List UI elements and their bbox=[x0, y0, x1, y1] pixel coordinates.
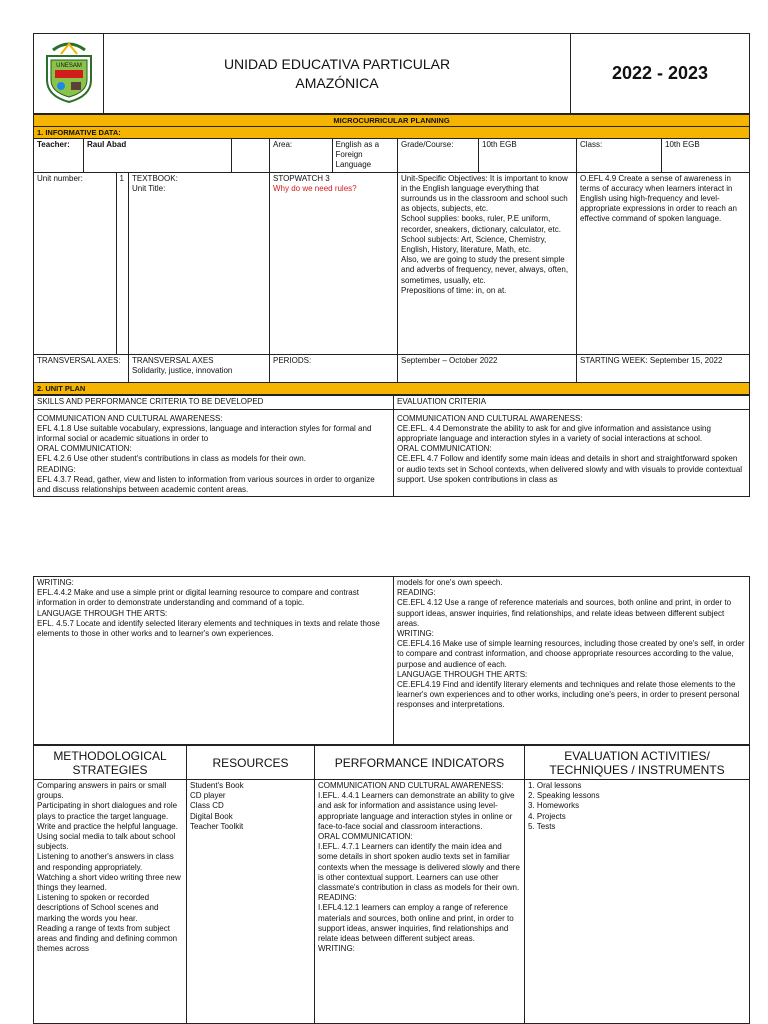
indicator-item: COMMUNICATION AND CULTURAL AWARENESS: bbox=[318, 781, 504, 790]
col-strategies-header: METHODOLOGICAL STRATEGIES bbox=[34, 746, 187, 780]
resource-item: CD player bbox=[190, 791, 226, 801]
objective-item: Also, we are going to study the present simple and adverbs of frequency, never, always, often, sometimes, usually, etc. bbox=[401, 255, 569, 285]
objective-item: Unit-Specific Objectives: It is important to know in the English language everything that surrounds us in the classroom and school such as objects, subjects, etc. bbox=[401, 173, 568, 214]
indicator-item: I.EFL. 4.7.1 Learners can identify the main idea and some details in short spoken audio texts set in familiar contexts when the message is delivered slowly and there is other contextual support. Learners can use other classmate's contribution in class as models for their own. bbox=[318, 842, 520, 893]
eval-cell-p1 bbox=[394, 409, 750, 497]
strategy-item: Write and practice the helpful language. bbox=[37, 821, 178, 831]
indicator-item: ORAL COMMUNICATION: bbox=[318, 832, 413, 842]
resource-item: Teacher Toolkit bbox=[190, 821, 244, 831]
section2-title: 2. UNIT PLAN bbox=[34, 382, 750, 394]
oefl-cell bbox=[577, 172, 750, 354]
strategy-item: Using social media to talk about school subjects. bbox=[37, 832, 176, 852]
transversal-value: Solidarity, justice, innovation bbox=[132, 365, 233, 375]
periods-label: PERIODS: bbox=[270, 354, 398, 382]
eval-cell-p2 bbox=[394, 577, 750, 745]
strategy-item: Listening to another's answers in class and responding appropriately. bbox=[37, 852, 174, 872]
evaluation-item: 3. Homeworks bbox=[528, 801, 580, 811]
evaluation-item: 1. Oral lessons bbox=[528, 781, 582, 790]
school-name-line2: AMAZÓNICA bbox=[295, 74, 379, 91]
transversal-cell bbox=[129, 354, 270, 382]
textbook-cell bbox=[129, 172, 270, 354]
indicator-item: I.EFL4.12.1 learners can employ a range of reference materials and sources, both online and print, in order to support ideas, answer inquiries, find relationships and relate ideas between different subject areas. bbox=[318, 903, 514, 944]
transversal-header: TRANSVERSAL AXES bbox=[132, 355, 214, 365]
eval-header: EVALUATION CRITERIA bbox=[394, 395, 750, 409]
informative-table bbox=[33, 114, 750, 395]
teacher-value: Raul Abad bbox=[84, 139, 232, 173]
unit-title-value: Why do we need rules? bbox=[273, 183, 357, 193]
col-resources-header: RESOURCES bbox=[187, 746, 315, 780]
page-2 bbox=[33, 576, 749, 1024]
eval-line: models for one's own speech. bbox=[397, 578, 503, 587]
resource-item: Student's Book bbox=[190, 781, 244, 790]
dates-value: September – October 2022 bbox=[398, 354, 577, 382]
resource-item: Digital Book bbox=[190, 811, 233, 821]
skills-line: EFL 4.3.7 Read, gather, view and listen to information from various sources in order to organize and discuss relationships between academic content areas. bbox=[37, 474, 375, 495]
eval-line: CE.EFL 4.7 Follow and identify some main ideas and details in short and straightforward spoken or audio texts set in School contexts, when delivered slowly and with visuals to provide contextual support. Use spoken contributions in class as bbox=[397, 454, 743, 484]
textbook-value: STOPWATCH 3 bbox=[273, 173, 330, 183]
eval-line: CE.EFL4.19 Find and identify literary elements and techniques and relate those elements to the learner's own experiences and to other works, including one's peers, in order to present personal responses and interpretations. bbox=[397, 680, 740, 710]
resources-cell bbox=[187, 780, 315, 1024]
grade-value: 10th EGB bbox=[479, 139, 577, 173]
school-year-cell bbox=[571, 34, 750, 114]
skills-line: COMMUNICATION AND CULTURAL AWARENESS: bbox=[37, 413, 223, 423]
oefl-text: O.EFL 4.9 Create a sense of awareness in terms of accuracy when learners interact in English using high-frequency and level-appropriate expressions in order to reach an effective command of spoken language. bbox=[580, 173, 737, 224]
class-value: 10th EGB bbox=[662, 139, 750, 173]
skills-line: READING: bbox=[37, 464, 76, 474]
skills-cell-p2 bbox=[34, 577, 394, 745]
area-value: English as a Foreign Language bbox=[335, 140, 380, 170]
skills-line: EFL 4.2.6 Use other student's contributions in class as models for their own. bbox=[37, 454, 306, 464]
strategy-item: Comparing answers in pairs or small groups. bbox=[37, 781, 167, 801]
school-year: 2022 - 2023 bbox=[611, 63, 709, 84]
evaluation-cell bbox=[525, 780, 750, 1024]
evaluation-item: 4. Projects bbox=[528, 811, 566, 821]
evaluation-item: 5. Tests bbox=[528, 821, 556, 831]
strategies-table bbox=[33, 745, 750, 1024]
resource-item: Class CD bbox=[190, 801, 224, 811]
school-name-cell bbox=[104, 34, 571, 114]
grade-label: Grade/Course: bbox=[398, 139, 479, 173]
page-1 bbox=[33, 33, 749, 510]
skills-line: LANGUAGE THROUGH THE ARTS: bbox=[37, 608, 168, 618]
area-label: Area: bbox=[270, 139, 332, 172]
textbook-value-cell bbox=[270, 172, 398, 354]
skills-line: EFL. 4.5.7 Locate and identify selected literary elements and techniques in texts and relate those elements to those in other works and to learner's own experiences. bbox=[37, 618, 380, 639]
eval-line: CE.EFL4.16 Make use of simple learning resources, including those created by one's self, in order to compare and contrast information, and choose appropriate resources according to the value, purpose and audience of each. bbox=[397, 639, 745, 669]
skills-line: EFL.4.4.2 Make and use a simple print or digital learning resource to compare and contrast information in order to demonstrate understanding and command of a topic. bbox=[37, 588, 359, 608]
eval-line: ORAL COMMUNICATION: bbox=[397, 444, 492, 454]
strategy-item: Participating in short dialogues and role plays to practice the target language. bbox=[37, 801, 178, 821]
skills-line: ORAL COMMUNICATION: bbox=[37, 444, 132, 454]
indicator-item: READING: bbox=[318, 893, 357, 903]
logo-cell bbox=[34, 34, 104, 114]
evaluation-item: 2. Speaking lessons bbox=[528, 791, 600, 801]
school-logo-icon bbox=[41, 40, 97, 104]
unit-number-label bbox=[34, 172, 129, 354]
eval-line: LANGUAGE THROUGH THE ARTS: bbox=[397, 669, 528, 679]
microcurricular-title: MICROCURRICULAR PLANNING bbox=[34, 115, 750, 127]
strategy-item: Watching a short video writing three new things they learned. bbox=[37, 872, 181, 893]
eval-line: CE.EFL. 4.4 Demonstrate the ability to ask for and give information and assistance using appropriate language and interaction styles in a variety of social interactions at school. bbox=[397, 423, 711, 444]
starting-week: STARTING WEEK: September 15, 2022 bbox=[577, 354, 750, 382]
indicators-cell bbox=[315, 780, 525, 1024]
skills-header: SKILLS AND PERFORMANCE CRITERIA TO BE DEVELOPED bbox=[34, 395, 394, 409]
area-label-and-value bbox=[270, 139, 398, 173]
unit-number-label-text: Unit number: bbox=[34, 173, 116, 354]
textbook-label: TEXTBOOK: bbox=[132, 173, 178, 183]
unit-title-label: Unit Title: bbox=[132, 183, 166, 193]
section1-title: 1. INFORMATIVE DATA: bbox=[34, 127, 750, 139]
objective-item: Prepositions of time: in, on at. bbox=[401, 285, 507, 295]
transversal-label: TRANSVERSAL AXES: bbox=[34, 354, 129, 382]
strategy-item: Reading a range of texts from subject areas and finding and defining common themes across bbox=[37, 923, 178, 954]
class-label: Class: bbox=[577, 139, 662, 173]
col-evaluation-header: EVALUATION ACTIVITIES/ TECHNIQUES / INSTRUMENTS bbox=[525, 746, 750, 780]
strategy-item: Listening to spoken or recorded descriptions of School scenes and marking the words you hear. bbox=[37, 893, 159, 923]
unit-plan-table-p1 bbox=[33, 395, 750, 498]
eval-line: WRITING: bbox=[397, 629, 434, 639]
eval-line: READING: bbox=[397, 588, 436, 598]
logo-text: UNESAM bbox=[55, 62, 82, 69]
unit-number-value: 1 bbox=[119, 173, 124, 183]
unit-plan-table-p2 bbox=[33, 576, 750, 745]
skills-line: WRITING: bbox=[37, 578, 74, 587]
objective-item: School subjects: Art, Science, Chemistry, English, History, literature, Math, etc. bbox=[401, 234, 547, 255]
skills-cell-p1 bbox=[34, 409, 394, 497]
eval-line: CE.EFL 4.12 Use a range of reference materials and sources, both online and print, in order to support ideas, answer inquiries, find relationships, and relate ideas between different subject areas. bbox=[397, 598, 732, 628]
indicator-item: WRITING: bbox=[318, 944, 355, 954]
col-indicators-header: PERFORMANCE INDICATORS bbox=[315, 746, 525, 780]
objective-item: School supplies: books, ruler, P.E uniform, recorder, sneakers, dictionary, calculator, etc. bbox=[401, 214, 561, 234]
skills-line: EFL 4.1.8 Use suitable vocabulary, expressions, language and interaction styles for formal and informal social or academic situations in order to bbox=[37, 423, 372, 444]
strategies-cell bbox=[34, 780, 187, 1024]
header-table bbox=[33, 33, 750, 114]
spacer-cell bbox=[232, 139, 270, 173]
eval-line: COMMUNICATION AND CULTURAL AWARENESS: bbox=[397, 413, 583, 423]
objectives-cell bbox=[398, 172, 577, 354]
school-name-line1: UNIDAD EDUCATIVA PARTICULAR bbox=[223, 55, 451, 72]
teacher-label: Teacher: bbox=[34, 139, 84, 173]
indicator-item: I.EFL. 4.4.1 Learners can demonstrate an ability to give and ask for information and assistance using level-appropriate language and interaction styles in online or face-to-face social and classroom interactions. bbox=[318, 791, 515, 831]
